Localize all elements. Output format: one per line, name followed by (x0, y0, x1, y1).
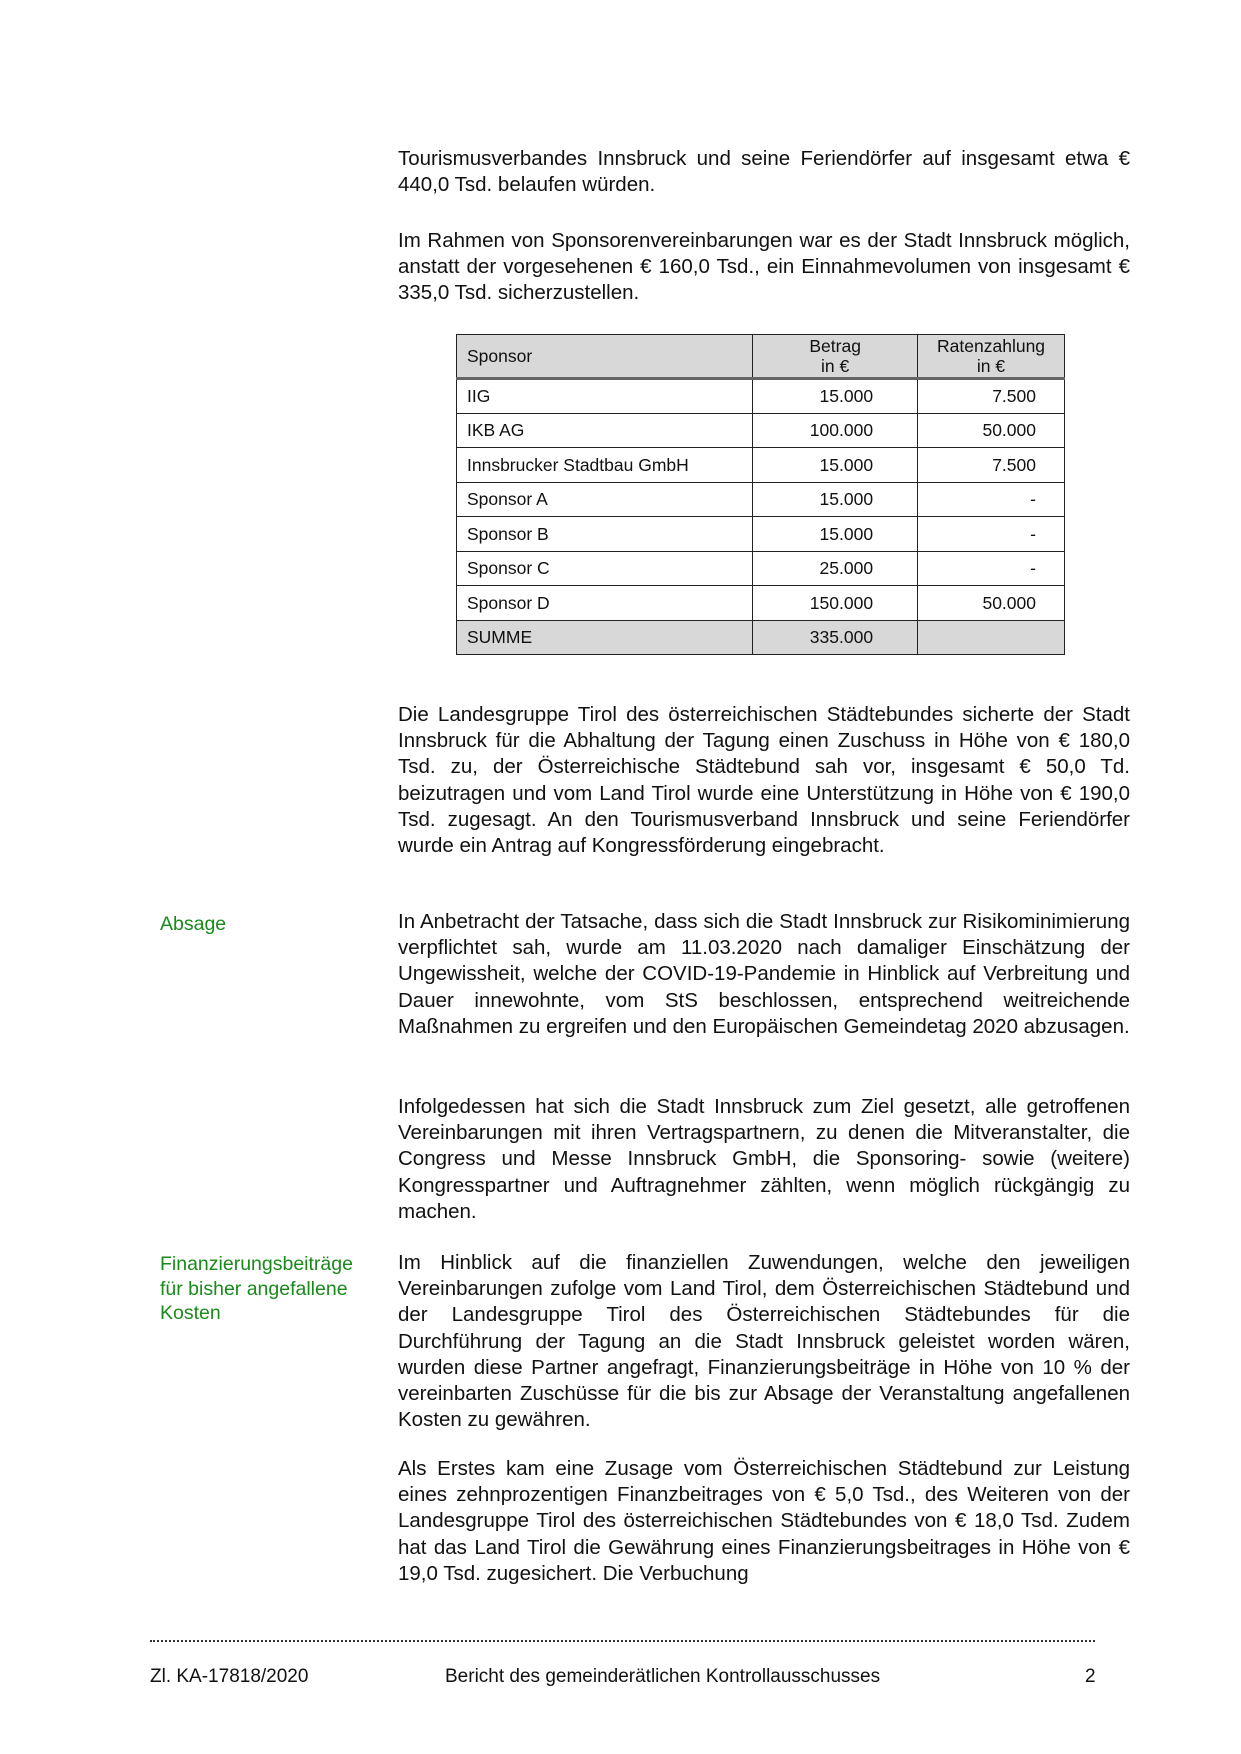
table-header-row (457, 335, 1065, 379)
cell-betrag: 100.000 (753, 413, 918, 448)
table-row (457, 517, 1065, 552)
page-number: 2 (1085, 1666, 1096, 1687)
cell-rate: - (918, 482, 1065, 517)
paragraph-zusage: Als Erstes kam eine Zusage vom Österreichischen Städtebund zur Leistung eines zehnprozentigen Finanzbeitrages von € 5,0 Tsd., des Weiteren von der Landesgruppe Tirol des österreichischen Städtebundes von € 18,0 Tsd. Zudem hat das Land Tirol die Gewährung eines Finanzierungsbeitrages in Höhe von € 19,0 Tsd. zugesichert. Die Verbuchung (398, 1457, 1130, 1585)
table-row (457, 448, 1065, 483)
table-row (457, 413, 1065, 448)
cell-sponsor: Sponsor B (457, 517, 753, 552)
cell-rate: 7.500 (918, 448, 1065, 483)
paragraph-finanzierung: Im Hinblick auf die finanziellen Zuwendungen, welche den jeweiligen Vereinbarungen zufolge vom Land Tirol, dem Österreichischen Städtebund und der Landesgruppe Tirol des Österreichischen Städtebundes für die Durchführung der Tagung an die Stadt Innsbruck geleistet worden wären, wurden diese Partner angefragt, Finanzierungsbeiträge in Höhe von 10 % der vereinbarten Zuschüsse für die bis zur Absage der Veranstaltung angefallenen Kosten zu gewähren. (398, 1251, 1130, 1432)
header-rate-line2: in € (976, 356, 1006, 376)
cell-betrag: 15.000 (753, 379, 918, 414)
cell-rate: 50.000 (918, 586, 1065, 621)
cell-sum-rate (918, 620, 1065, 655)
cell-rate: 7.500 (918, 379, 1065, 414)
paragraph-sponsoren: Im Rahmen von Sponsorenvereinbarungen war es der Stadt Innsbruck möglich, anstatt der vorgesehenen € 160,0 Tsd., ein Einnahmevolumen von insgesamt € 335,0 Tsd. sicherzustellen. (398, 229, 1130, 305)
cell-sponsor: Sponsor D (457, 586, 753, 621)
cell-sponsor: Sponsor C (457, 551, 753, 586)
table-row (457, 551, 1065, 586)
cell-sum-label: SUMME (457, 620, 753, 655)
cell-betrag: 25.000 (753, 551, 918, 586)
table-sum-row (457, 620, 1065, 655)
header-rate-line1: Ratenzahlung (937, 336, 1046, 356)
table-row (457, 586, 1065, 621)
paragraph-infolgedessen: Infolgedessen hat sich die Stadt Innsbruck zum Ziel gesetzt, alle getroffenen Vereinbarungen mit ihren Vertragspartnern, zu denen die Mitveranstalter, die Congress und Messe Innsbruck GmbH, die Sponsoring- sowie (weitere) Kongresspartner und Auftragnehmer zählten, wenn möglich rückgängig zu machen. (398, 1095, 1130, 1223)
cell-sponsor: IKB AG (457, 413, 753, 448)
header-betrag-line2: in € (821, 356, 850, 376)
footer-reference: Zl. KA-17818/2020 (150, 1666, 309, 1687)
header-ratenzahlung (918, 335, 1065, 379)
paragraph-tourismus: Tourismusverbandes Innsbruck und seine Feriendörfer auf insgesamt etwa € 440,0 Tsd. belaufen würden. (398, 147, 1130, 197)
cell-sponsor: IIG (457, 379, 753, 414)
cell-rate: - (918, 551, 1065, 586)
header-sponsor: Sponsor (457, 335, 753, 379)
cell-betrag: 15.000 (753, 448, 918, 483)
footer-divider (150, 1640, 1095, 1642)
footer-title: Bericht des gemeinderätlichen Kontrollausschusses (445, 1666, 881, 1687)
cell-betrag: 150.000 (753, 586, 918, 621)
cell-betrag: 15.000 (753, 517, 918, 552)
side-label-absage: Absage (160, 913, 227, 935)
header-betrag-line1: Betrag (809, 336, 861, 356)
cell-rate: - (918, 517, 1065, 552)
table-row (457, 379, 1065, 414)
sponsor-table (456, 334, 1065, 655)
paragraph-absage: In Anbetracht der Tatsache, dass sich die Stadt Innsbruck zur Risikominimierung verpflichtet sah, wurde am 11.03.2020 nach damaliger Einschätzung der Ungewissheit, welche der COVID-19-Pandemie in Hinblick auf Verbreitung und Dauer innewohnte, vom StS beschlossen, entsprechend weitreichende Maßnahmen zu ergreifen und den Europäischen Gemeindetag 2020 abzusagen. (398, 910, 1130, 1038)
header-betrag (753, 335, 918, 379)
paragraph-landesgruppe: Die Landesgruppe Tirol des österreichischen Städtebundes sicherte der Stadt Innsbruck für die Abhaltung der Tagung einen Zuschuss in Höhe von € 180,0 Tsd. zu, der Österreichische Städtebund sah vor, insgesamt € 50,0 Td. beizutragen und vom Land Tirol wurde eine Unterstützung in Höhe von € 190,0 Tsd. zugesagt. An den Tourismusverband Innsbruck und seine Feriendörfer wurde ein Antrag auf Kongressförderung eingebracht. (398, 703, 1130, 858)
cell-sponsor: Sponsor A (457, 482, 753, 517)
cell-rate: 50.000 (918, 413, 1065, 448)
cell-betrag: 15.000 (753, 482, 918, 517)
table-row (457, 482, 1065, 517)
cell-sum-betrag: 335.000 (753, 620, 918, 655)
cell-sponsor: Innsbrucker Stadtbau GmbH (457, 448, 753, 483)
side-label-finanzierungsbeitraege: Finanzierungsbeiträge für bisher angefallene Kosten (160, 1253, 353, 1324)
